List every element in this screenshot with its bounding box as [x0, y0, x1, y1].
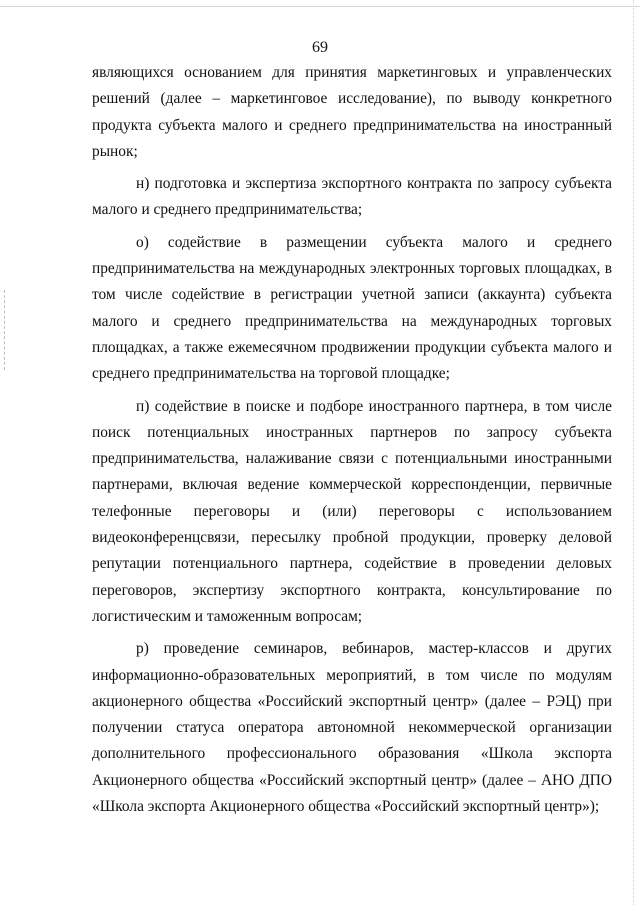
scan-right-edge [633, 0, 636, 905]
document-body [92, 60, 612, 820]
page-number: 69 [312, 39, 328, 56]
scan-top-edge [0, 6, 640, 7]
paragraph-item-n: н) подготовка и экспертиза экспортного контракта по запросу субъекта малого и среднего предпринимательства; [92, 175, 612, 219]
paragraph-item-r: р) проведение семинаров, вебинаров, мастер-классов и других информационно-образовательных мероприятий, в том числе по модулям акционерного общества «Российский экспортный центр» (далее – РЭЦ) при получении статуса оператора автономной некоммерческой организации дополнительного профессионального образования «Школа экспорта Акционерного общества «Российский экспортный центр» (далее – АНО ДПО «Школа экспорта Акционерного общества «Российский экспортный центр»); [92, 640, 612, 816]
paragraph-continuation: являющихся основанием для принятия маркетинговых и управленческих решений (далее – маркетинговое исследование), по выводу конкретного продукта субъекта малого и среднего предпринимательства на иностранный рынок; [92, 64, 612, 160]
scan-binding-marks [4, 290, 7, 370]
paragraph-item-p: п) содействие в поиске и подборе иностранного партнера, в том числе поиск потенциальных иностранных партнеров по запросу субъекта предпринимательства, налаживание связи с потенциальными иностранными партнерами, включая ведение коммерческой корреспонденции, первичные телефонные переговоры и (или) переговоры с использованием видеоконференцсвязи, пересылку пробной продукции, проверку деловой репутации потенциального партнера, содействие в проведении деловых переговоров, экспертизу экспортного контракта, консультирование по логистическим и таможенным вопросам; [92, 397, 612, 625]
paragraph-item-o: о) содействие в размещении субъекта малого и среднего предпринимательства на международных электронных торговых площадках, в том числе содействие в регистрации учетной записи (аккаунта) субъекта малого и среднего предпринимательства на международных торговых площадках, а также ежемесячном продвижении продукции субъекта малого и среднего предпринимательства на торговой площадке; [92, 233, 612, 383]
